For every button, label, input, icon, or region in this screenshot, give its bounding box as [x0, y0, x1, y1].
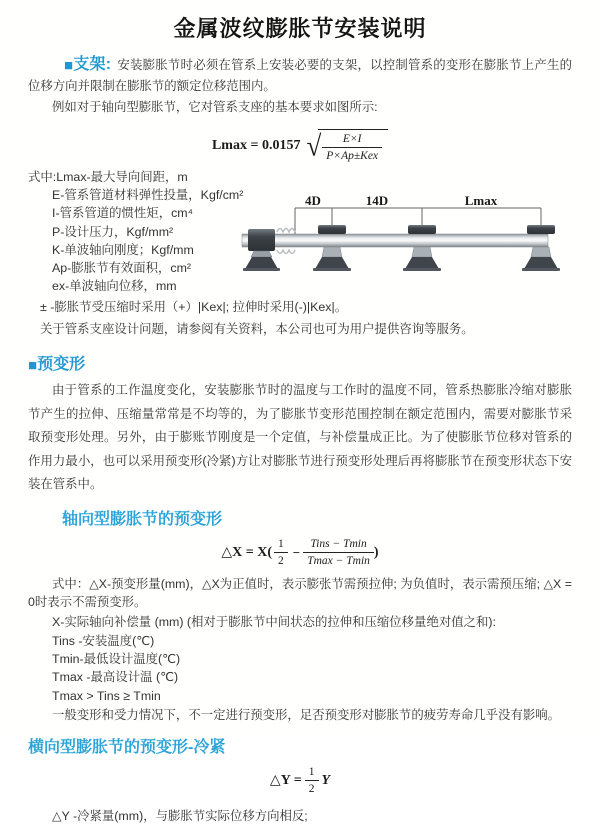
section-bullet-icon: ■ [28, 357, 37, 374]
dimension-label: 4D [305, 193, 321, 208]
page-title: 金属波纹膨胀节安装说明 [0, 0, 600, 43]
axial-formula-explanation: 式中：△X-预变形量(mm)，△X为正值时，表示膨张节需预拉伸; 为负值时，表示需预压缩; △X = 0时表示不需预变形。 [28, 575, 572, 613]
sign-convention-note: ± -膨胀节受压缩时采用（+）|Kex|; 拉伸时采用(-)|Kex|。 [40, 298, 572, 318]
fraction-denominator: 2 [274, 553, 288, 568]
term-definition: ex-单波轴向位移，mm [52, 277, 572, 295]
predeform-heading-text: 预变形 [37, 356, 85, 373]
pipe-support [313, 225, 351, 271]
fraction-numerator: Tins − Tmin [303, 537, 374, 553]
fraction-denominator: P×Ap±Kex [322, 148, 382, 163]
fraction [322, 132, 382, 164]
radical-expression [306, 129, 388, 164]
formula-lhs: △X = X( [221, 544, 272, 561]
formula-rhs: Y [322, 773, 331, 789]
axial-predeform-subheading: 轴向型膨胀节的预变形 [62, 506, 600, 529]
pipe-support [403, 225, 441, 271]
y-term-definition: △Y -冷紧量(mm)，与膨胀节实际位移方向相反; [52, 807, 572, 825]
pipe-support-diagram-svg [240, 194, 562, 294]
formula-lhs: △Y = [270, 772, 302, 789]
fraction [303, 537, 374, 569]
guide-spacing-formula [0, 126, 600, 166]
radicand [318, 129, 388, 164]
support-example-text: 例如对于轴向型膨胀节，它对管系支座的基本要求如图所示: [28, 97, 572, 118]
fraction [305, 765, 319, 797]
fraction-numerator: E×I [322, 132, 382, 148]
term-definition: I-管系管道的惯性矩，cm⁴ [52, 204, 572, 222]
term-definition: P-设计压力，Kgf/mm² [52, 223, 572, 241]
pipe-support [522, 225, 560, 271]
fraction-denominator: 2 [305, 781, 319, 796]
support-intro-text: 安装膨胀节时必须在管系上安装必要的支架，以控制管系的变形在膨胀节上产生的位移方向并限制在膨胀节的额定位移范围内。 [28, 58, 572, 93]
radical-sign-icon: √ [306, 131, 321, 160]
temperature-relation: Tmax > Tins ≥ Tmin [52, 687, 572, 705]
support-section-heading: 支架: [73, 56, 111, 73]
predeform-section-heading [28, 351, 600, 374]
definitions-and-diagram [28, 168, 572, 296]
temperature-definition: Tmax -最高设计温 (℃) [52, 668, 572, 686]
fraction [274, 537, 288, 569]
axial-general-note: 一般变形和受力情况下，不一定进行预变形，足否预变形对膨胀节的疲劳寿命几乎没有影响。 [28, 706, 572, 725]
fraction-numerator: 1 [305, 765, 319, 781]
section-bullet-icon: ■ [64, 57, 73, 74]
formula-rhs: ) [374, 545, 379, 561]
predeform-body-text: 由于管系的工作温度变化，安装膨胀节时的温度与工作时的温度不同，管系热膨胀冷缩对膨胀节产生的拉伸、压缩量常常是不均等的，为了膨胀节变形范围控制在额定范围内，需要对膨胀节采取预变形处理。另外，由于膨账节刚度是一个定值，与补偿量成正比。为了使膨胀节位移对管系的作用力最小，也可以采用预变形(冷紧)方让对膨胀节进行预变形处理后再将膨胀节在预变形状态下安装在管系中。 [28, 379, 572, 497]
support-section-paragraph [28, 54, 572, 97]
formula-lhs: Lmax = 0.0157 [212, 138, 300, 154]
fraction-denominator: Tmax − Tmin [303, 553, 374, 568]
x-term-definition: X-实际轴向补偿量 (mm) (相对于膨胀节中间状态的拉伸和压缩位移量绝对值之和): [52, 613, 572, 632]
term-definition: Ap-膨胀节有效面积，cm² [52, 259, 572, 277]
fraction-numerator: 1 [274, 537, 288, 553]
term-definition: 式中:Lmax-最大导向间距，m [28, 168, 572, 186]
axial-predeform-formula [0, 537, 600, 569]
temperature-definition: Tins -安装温度(℃) [52, 632, 572, 650]
minus-operator: − [293, 545, 300, 561]
term-definition: K-单波轴向刚度；Kgf/mm [52, 241, 572, 259]
dimension-label: 14D [366, 193, 388, 208]
temperature-definition: Tmin-最低设计温度(℃) [52, 650, 572, 668]
consulting-note: 关于管系支座设计问题，请参阅有关资料，本公司也可为用户提供咨询等服务。 [40, 320, 572, 340]
pipe-support-diagram [240, 194, 562, 294]
fixed-anchor [243, 229, 280, 271]
dimension-label: Lmax [465, 193, 498, 208]
lateral-predeform-subheading: 横向型膨胀节的预变形-冷紧 [28, 734, 600, 757]
pipe [242, 234, 548, 247]
lateral-predeform-formula [0, 766, 600, 796]
term-definition: E-管系管道材料弹性投量，Kgf/cm² [52, 186, 572, 204]
